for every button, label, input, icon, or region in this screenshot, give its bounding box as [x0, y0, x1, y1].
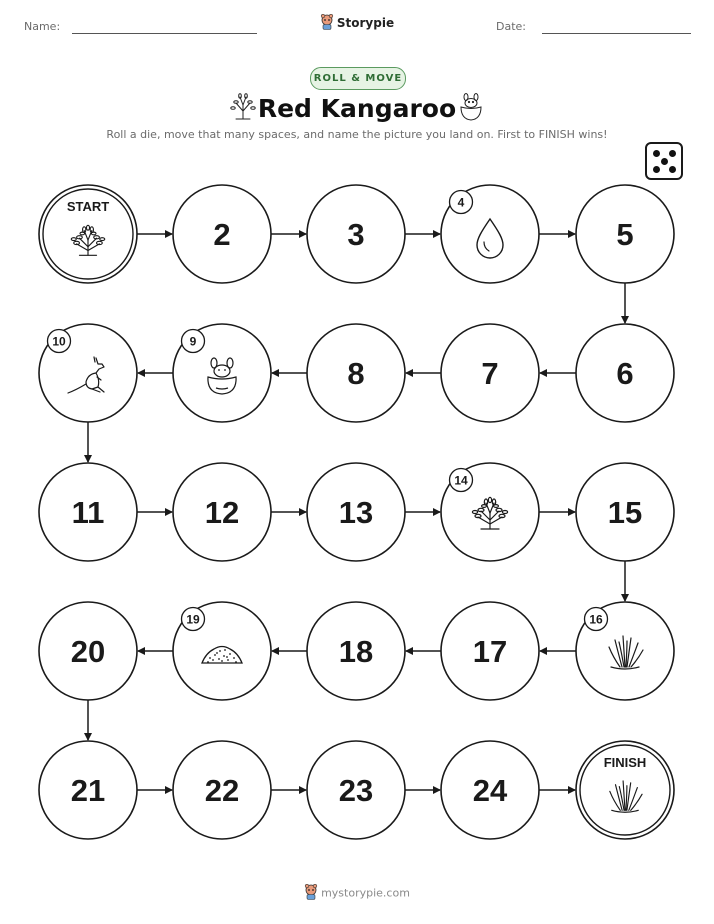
space-number: 22 [204, 773, 240, 808]
space-number: 17 [472, 634, 508, 669]
board-space-18[interactable] [307, 602, 405, 700]
space-number: 3 [347, 217, 365, 252]
board-space-2[interactable] [173, 185, 271, 283]
name-label: Name: [24, 20, 61, 33]
page-title: Red Kangaroo [257, 94, 457, 123]
board-space-11[interactable] [39, 463, 137, 561]
date-label: Date: [496, 20, 526, 33]
start-label: START [66, 199, 110, 214]
footer-url: mystorypie.com [321, 886, 410, 900]
space-number-label: 16 [589, 612, 603, 627]
space-number-label: 14 [454, 473, 468, 488]
board-space-20[interactable] [39, 602, 137, 700]
board-space-22[interactable] [173, 741, 271, 839]
board-space-8[interactable] [307, 324, 405, 422]
board-space-3[interactable] [307, 185, 405, 283]
footer [0, 884, 714, 903]
space-number: 6 [616, 356, 634, 391]
board-space-13[interactable] [307, 463, 405, 561]
board-space-1[interactable] [39, 185, 137, 283]
board-space-17[interactable] [441, 602, 539, 700]
space-number: 15 [607, 495, 643, 530]
finish-label: FINISH [603, 755, 647, 770]
space-number-label: 10 [52, 334, 66, 349]
space-number-label: 9 [189, 334, 197, 349]
board-space-9[interactable] [173, 324, 271, 422]
space-number: 18 [338, 634, 374, 669]
board-space-21[interactable] [39, 741, 137, 839]
space-number: 5 [616, 217, 634, 252]
board-space-5[interactable] [576, 185, 674, 283]
space-number: 13 [338, 495, 374, 530]
board-space-15[interactable] [576, 463, 674, 561]
instructions-text: Roll a die, move that many spaces, and name the picture you land on. First to FINISH wins! [106, 128, 608, 141]
space-number: 8 [347, 356, 365, 391]
brand-name: Storypie [336, 16, 395, 30]
board-space-24[interactable] [441, 741, 539, 839]
board-space-4[interactable] [441, 185, 539, 283]
board-space-12[interactable] [173, 463, 271, 561]
space-number: 24 [472, 773, 508, 808]
space-number: 2 [213, 217, 231, 252]
board-space-19[interactable] [173, 602, 271, 700]
space-number: 11 [71, 495, 105, 530]
space-number: 21 [70, 773, 106, 808]
board-space-14[interactable] [441, 463, 539, 561]
roll-and-move-badge: ROLL & MOVE [310, 67, 406, 90]
space-number: 12 [204, 495, 240, 530]
board-space-25[interactable] [576, 741, 674, 839]
space-number: 7 [481, 356, 499, 391]
board-space-23[interactable] [307, 741, 405, 839]
board-space-7[interactable] [441, 324, 539, 422]
footer-mascot-icon [304, 884, 318, 903]
space-number-label: 4 [457, 195, 465, 210]
space-number: 20 [70, 634, 106, 669]
board-space-6[interactable] [576, 324, 674, 422]
board-space-16[interactable] [576, 602, 674, 700]
space-number-label: 19 [186, 612, 200, 627]
board-space-10[interactable] [39, 324, 137, 422]
space-number: 23 [338, 773, 374, 808]
